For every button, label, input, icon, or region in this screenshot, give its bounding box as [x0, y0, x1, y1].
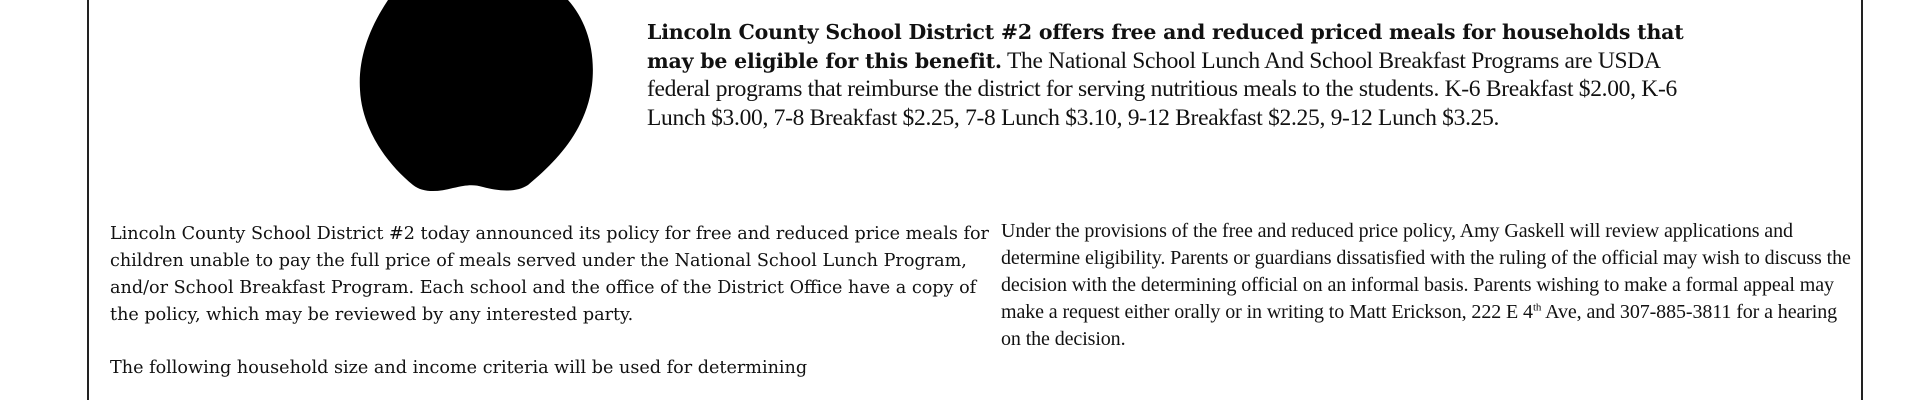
- apple-icon: [358, 0, 596, 194]
- appeal-text-a: Under the provisions of the free and reduced price policy, Amy Gaskell will review applications and determine eligibility. Parents or guardians dissatisfied with the ruling of the official may wish to discuss the decision with the determining official on an informal basis. Parents wishing to make a formal appeal may make a request either orally or in writing to Matt Erickson, 222 E 4: [1001, 220, 1851, 323]
- policy-paragraph: Lincoln County School District #2 today announced its policy for free and reduced price meals for children unable to pay the full price of meals served under the National School Lunch Program, and/or School Breakfast Program. Each school and the office of the District Office have a copy of the policy, which may be reviewed by any interested party.: [110, 224, 989, 325]
- ordinal-suffix: th: [1532, 301, 1542, 314]
- right-column: [1001, 218, 1851, 379]
- appeal-text-b: Ave, and 307-885-3811 for a hearing on the decision.: [1001, 301, 1838, 350]
- headline-bold: Lincoln County School District #2 offers free and reduced priced meals for households that may be eligible for this benefit.: [647, 20, 1684, 73]
- page-border-right: [1861, 0, 1863, 400]
- appeal-paragraph: [1001, 218, 1851, 353]
- left-column: [110, 221, 990, 408]
- headline-text: The National School Lunch And School Breakfast Programs are USDA federal programs that reimburse the district for serving nutritious meals to the students. K-6 Breakfast $2.00, K-6 Lunch $3.00, 7-8 Breakfast $2.25, 7-8 Lunch $3.10, 9-12 Breakfast $2.25, 9-12 Lunch $3.25.: [647, 47, 1677, 131]
- headline-paragraph: [647, 18, 1697, 132]
- criteria-paragraph: The following household size and income criteria will be used for determining: [110, 358, 808, 378]
- page-border-left: [87, 0, 89, 400]
